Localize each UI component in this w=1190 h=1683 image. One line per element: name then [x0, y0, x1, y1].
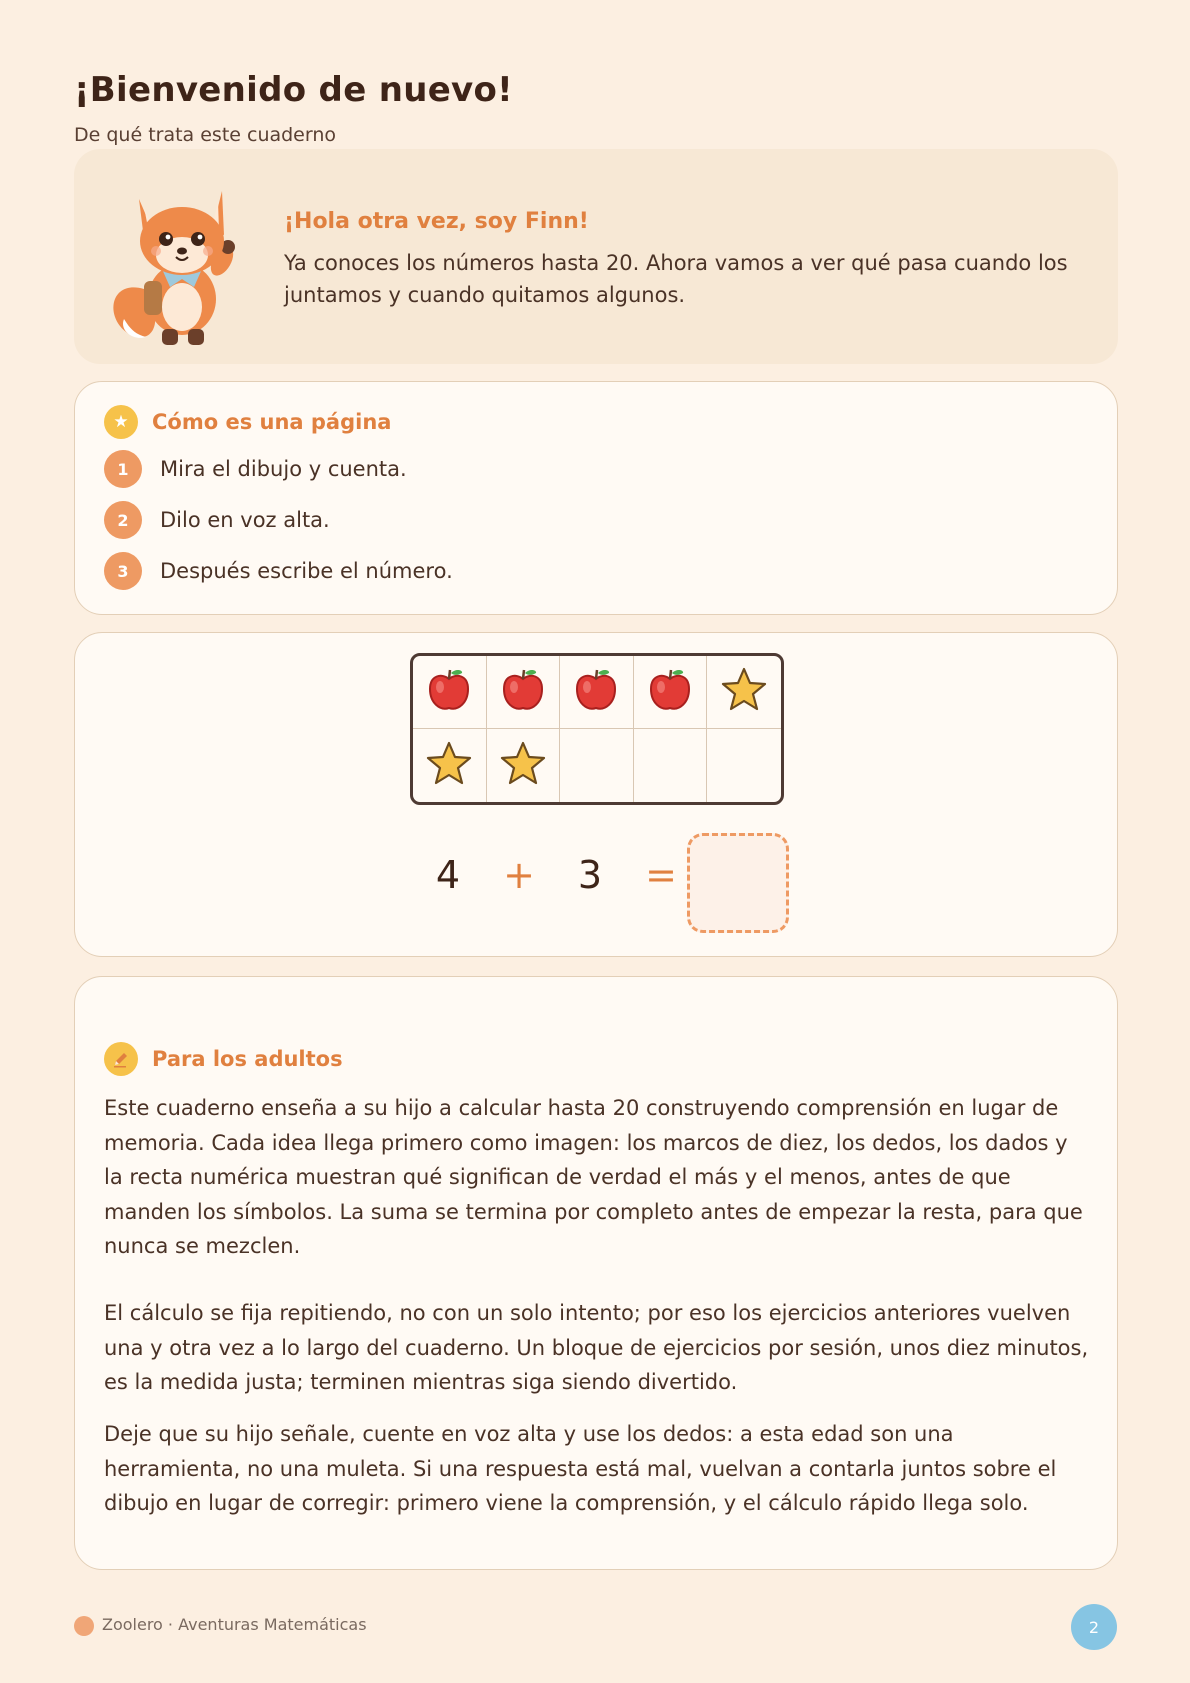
footer-brand: Zoolero · Aventuras Matemáticas: [102, 1615, 367, 1634]
page-number-badge: 2: [1071, 1604, 1117, 1650]
adults-card: [74, 976, 1118, 1570]
ten-frame-cell-empty: [560, 729, 634, 802]
ten-frame-cell-empty: [634, 729, 708, 802]
ten-frame-cell: [634, 656, 708, 729]
page-title: ¡Bienvenido de nuevo!: [74, 70, 513, 110]
equation-addend-b: 3: [577, 853, 603, 897]
star-icon: [719, 665, 769, 719]
intro-card: [74, 149, 1118, 364]
ten-frame-cell: [413, 656, 487, 729]
steps-section-heading: Cómo es una página: [152, 410, 392, 434]
star-icon: ★: [104, 405, 138, 439]
step-item: [104, 450, 407, 488]
step-item: [104, 552, 453, 590]
answer-box[interactable]: [687, 833, 789, 933]
equation-operator: +: [503, 853, 535, 897]
intro-heading: ¡Hola otra vez, soy Finn!: [284, 209, 589, 234]
exercise-card: [74, 632, 1118, 957]
adults-paragraph: El cálculo se fija repitiendo, no con un solo intento; por eso los ejercicios anteriores vuelven una y otra vez a lo largo del cuaderno. Un bloque de ejercicios por sesión, unos diez minutos, es la medida justa; terminen mientras siga siendo divertido.: [104, 1301, 1089, 1394]
adults-section-heading: Para los adultos: [152, 1047, 343, 1071]
step-text: Mira el dibujo y cuenta.: [160, 457, 407, 481]
equation-equals: =: [645, 853, 677, 897]
intro-text: Ya conoces los números hasta 20. Ahora vamos a ver qué pasa cuando los juntamos y cuando quitamos algunos.: [284, 251, 1068, 307]
step-number: 2: [104, 501, 142, 539]
footer-dot: [74, 1616, 94, 1636]
ten-frame-cell: [560, 656, 634, 729]
step-text: Dilo en voz alta.: [160, 508, 330, 532]
ten-frame-cell: [707, 656, 781, 729]
steps-card: [74, 381, 1118, 615]
adults-paragraph: Este cuaderno enseña a su hijo a calcular hasta 20 construyendo comprensión en lugar de memoria. Cada idea llega primero como imagen: los marcos de diez, los dedos, los dados y la recta numérica muestran qué significan de verdad el más y el menos, antes de que manden los símbolos. La suma se termina por completo antes de empezar la resta, para que nunca se mezclen.: [104, 1096, 1083, 1258]
adults-section-header: [104, 1042, 343, 1076]
equation-addend-a: 4: [435, 853, 461, 897]
apple-icon: [571, 665, 621, 719]
adults-paragraph: Deje que su hijo señale, cuente en voz alta y use los dedos: a esta edad son una herramienta, no una muleta. Si una respuesta está mal, vuelvan a contarla juntos sobre el dibujo en lugar de corregir: primero viene la comprensión, y el cálculo rápido llega solo.: [104, 1422, 1057, 1515]
step-number: 1: [104, 450, 142, 488]
ten-frame-cell-empty: [707, 729, 781, 802]
star-icon: [424, 739, 474, 793]
apple-icon: [498, 665, 548, 719]
step-text: Después escribe el número.: [160, 559, 453, 583]
step-item: [104, 501, 330, 539]
ten-frame-cell: [487, 656, 561, 729]
fox-mascot-icon: [104, 169, 254, 349]
apple-icon: [424, 665, 474, 719]
ten-frame: [410, 653, 784, 805]
steps-section-header: [104, 405, 391, 439]
star-icon: [498, 739, 548, 793]
ten-frame-cell: [413, 729, 487, 802]
pencil-icon: [104, 1042, 138, 1076]
equation: [75, 833, 1119, 933]
page-subtitle: De qué trata este cuaderno: [74, 124, 337, 146]
ten-frame-cell: [487, 729, 561, 802]
step-number: 3: [104, 552, 142, 590]
apple-icon: [645, 665, 695, 719]
